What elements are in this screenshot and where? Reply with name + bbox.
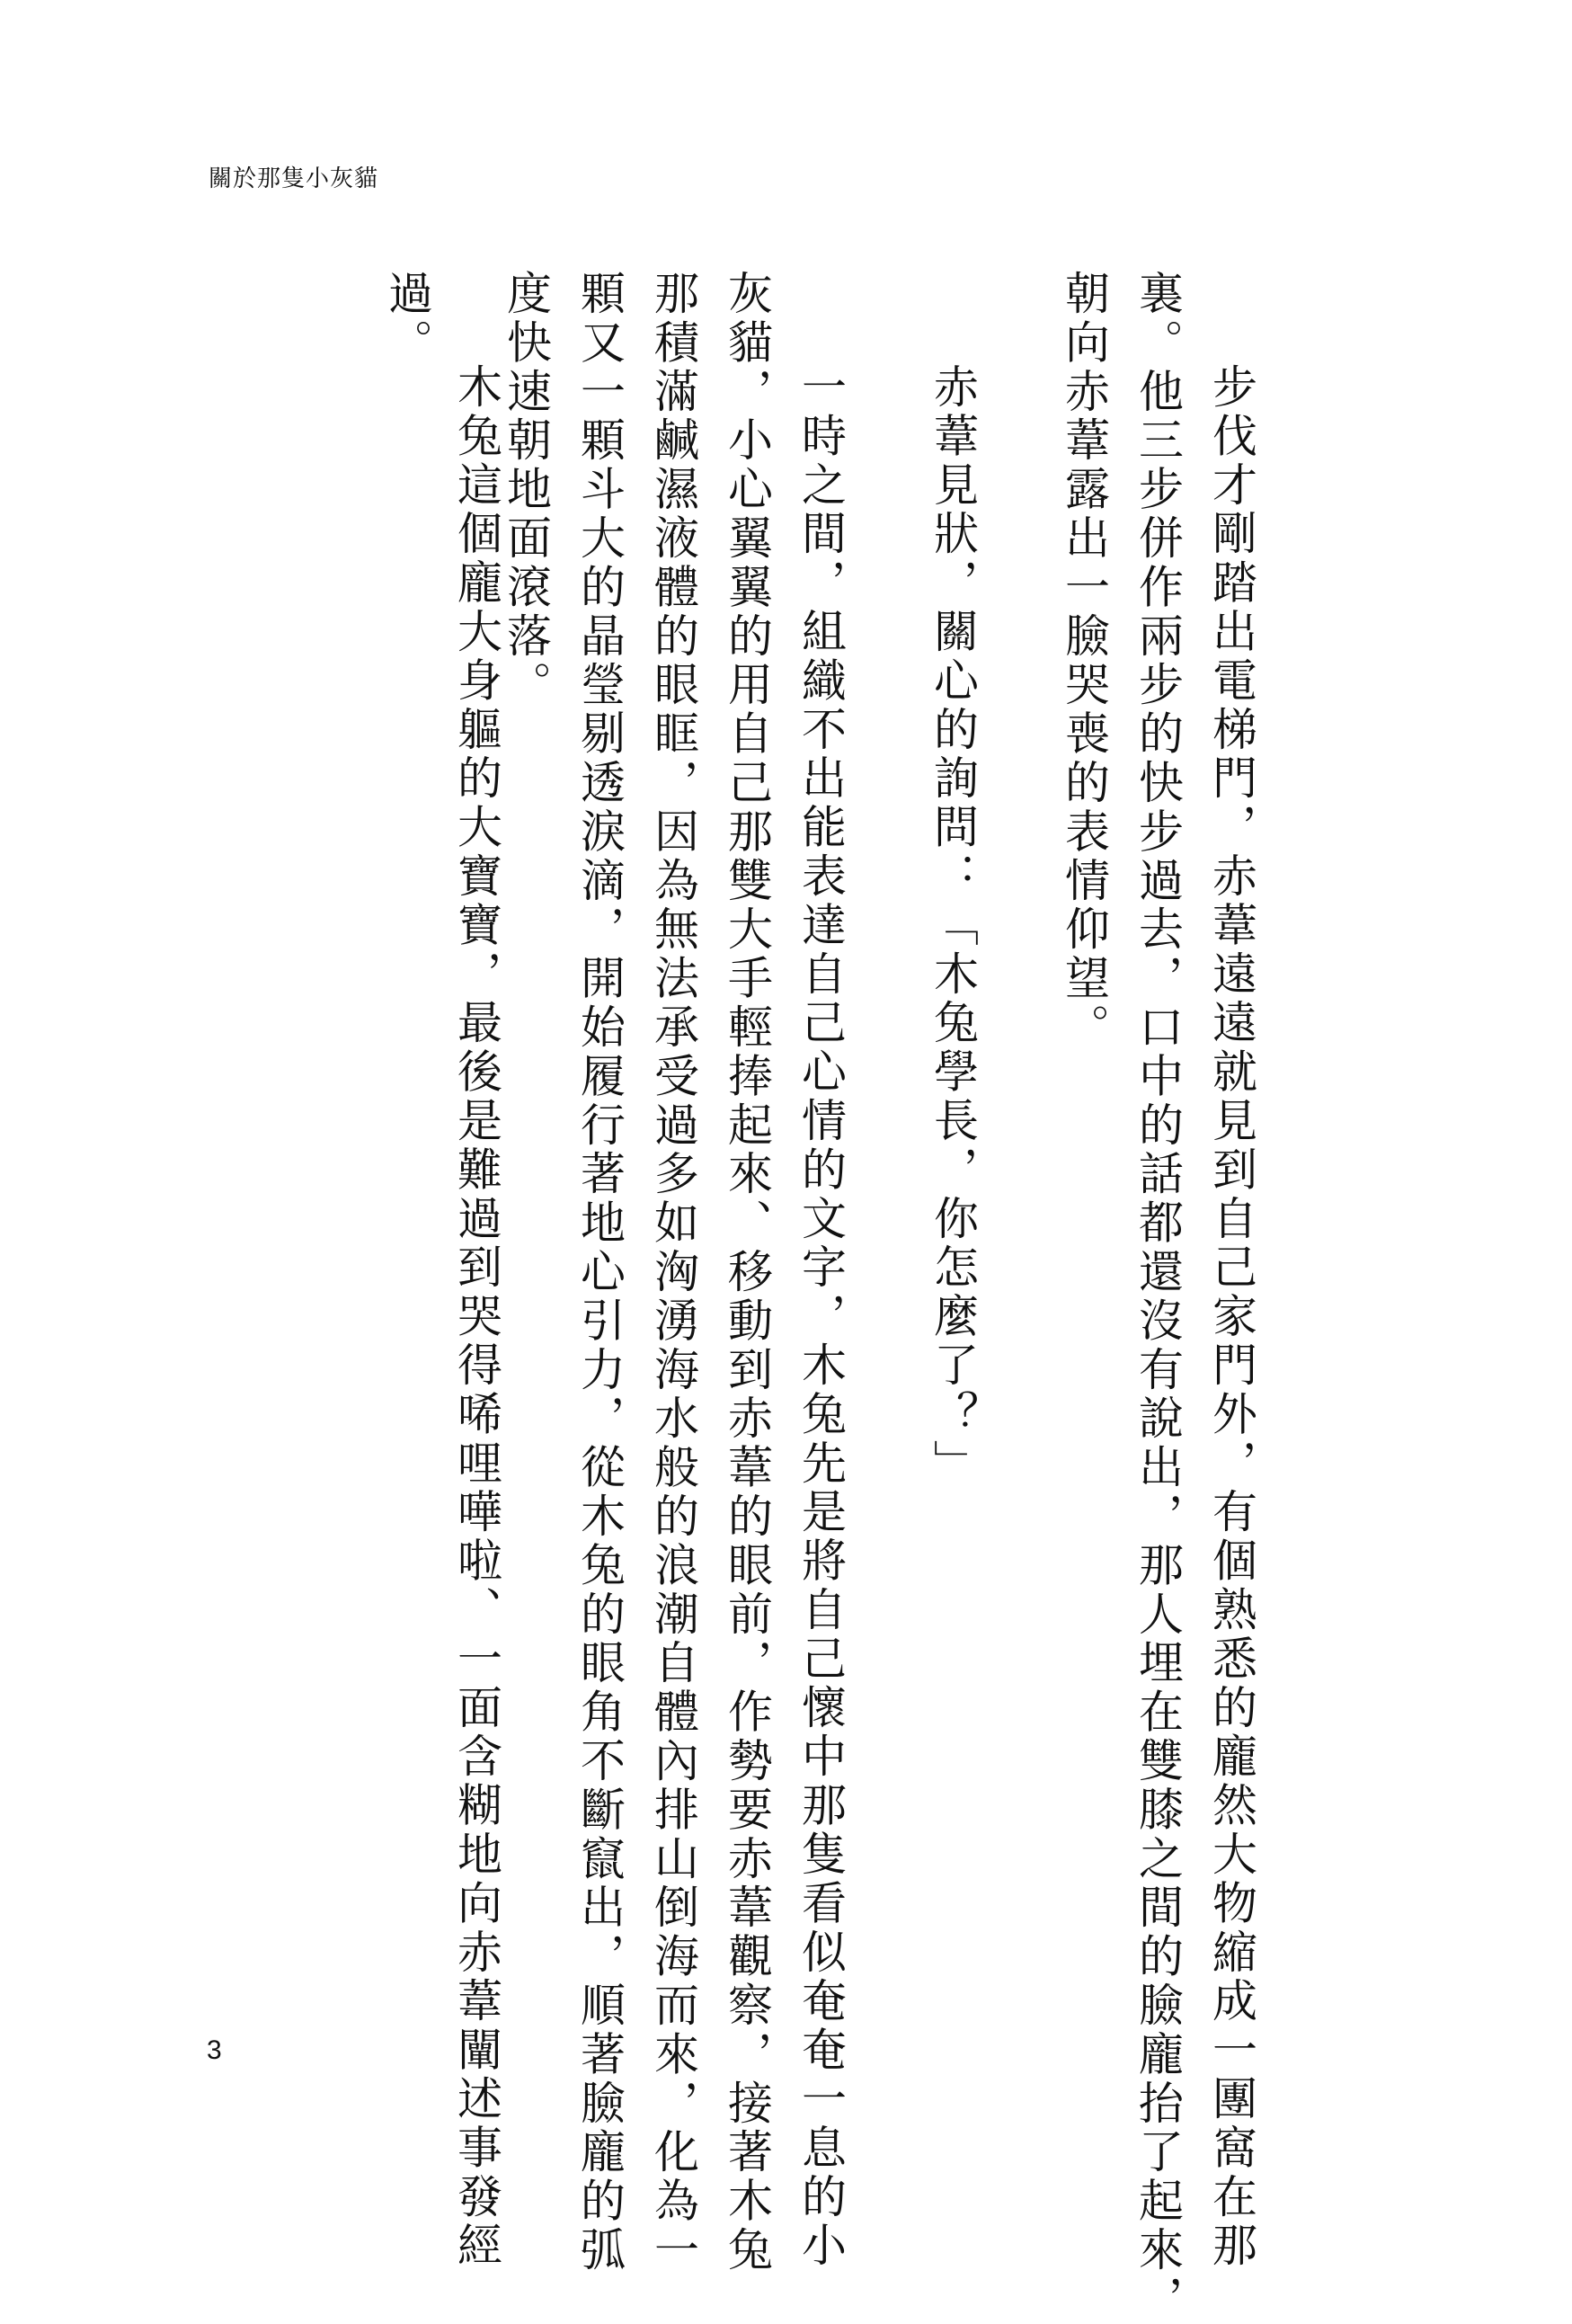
text-column-2: 裏。他三步併作兩步的快步過去，口中的話都還沒有說出，那人埋在雙膝之間的臉龐抬了起來， xyxy=(1132,270,1184,2324)
text-column-9: 度快速朝地面滾落。 xyxy=(500,270,552,710)
text-column-1: 步伐才剛踏出電梯門，赤葦遠遠就見到自己家門外，有個熟悉的龐然大物縮成一團窩在那 xyxy=(1205,363,1257,2271)
text-column-4: 赤葦見狀，關心的詢問：「木兔學長，你怎麼了？」 xyxy=(927,363,979,1489)
text-column-5: 一時之間，組織不出能表達自己心情的文字，木兔先是將自己懷中那隻看似奄奄一息的小 xyxy=(795,363,847,2271)
text-column-10: 木兔這個龐大身軀的大寶寶，最後是難過到哭得唏哩嘩啦、一面含糊地向赤葦闡述事發經 xyxy=(450,363,502,2271)
page-header-title: 關於那隻小灰貓 xyxy=(209,165,379,192)
page-number: 3 xyxy=(207,2035,222,2065)
text-column-8: 顆又一顆斗大的晶瑩剔透淚滴，開始履行著地心引力，從木兔的眼角不斷竄出，順著臉龐的弧 xyxy=(573,270,626,2275)
text-column-6: 灰貓，小心翼翼的用自己那雙大手輕捧起來、移動到赤葦的眼前，作勢要赤葦觀察，接著木兔 xyxy=(721,270,773,2275)
text-column-3: 朝向赤葦露出一臉哭喪的表情仰望。 xyxy=(1058,270,1110,1053)
text-column-7: 那積滿鹹濕液體的眼眶，因為無法承受過多如洶湧海水般的浪潮自體內排山倒海而來，化為一 xyxy=(647,270,699,2275)
text-column-11: 過。 xyxy=(381,270,433,368)
